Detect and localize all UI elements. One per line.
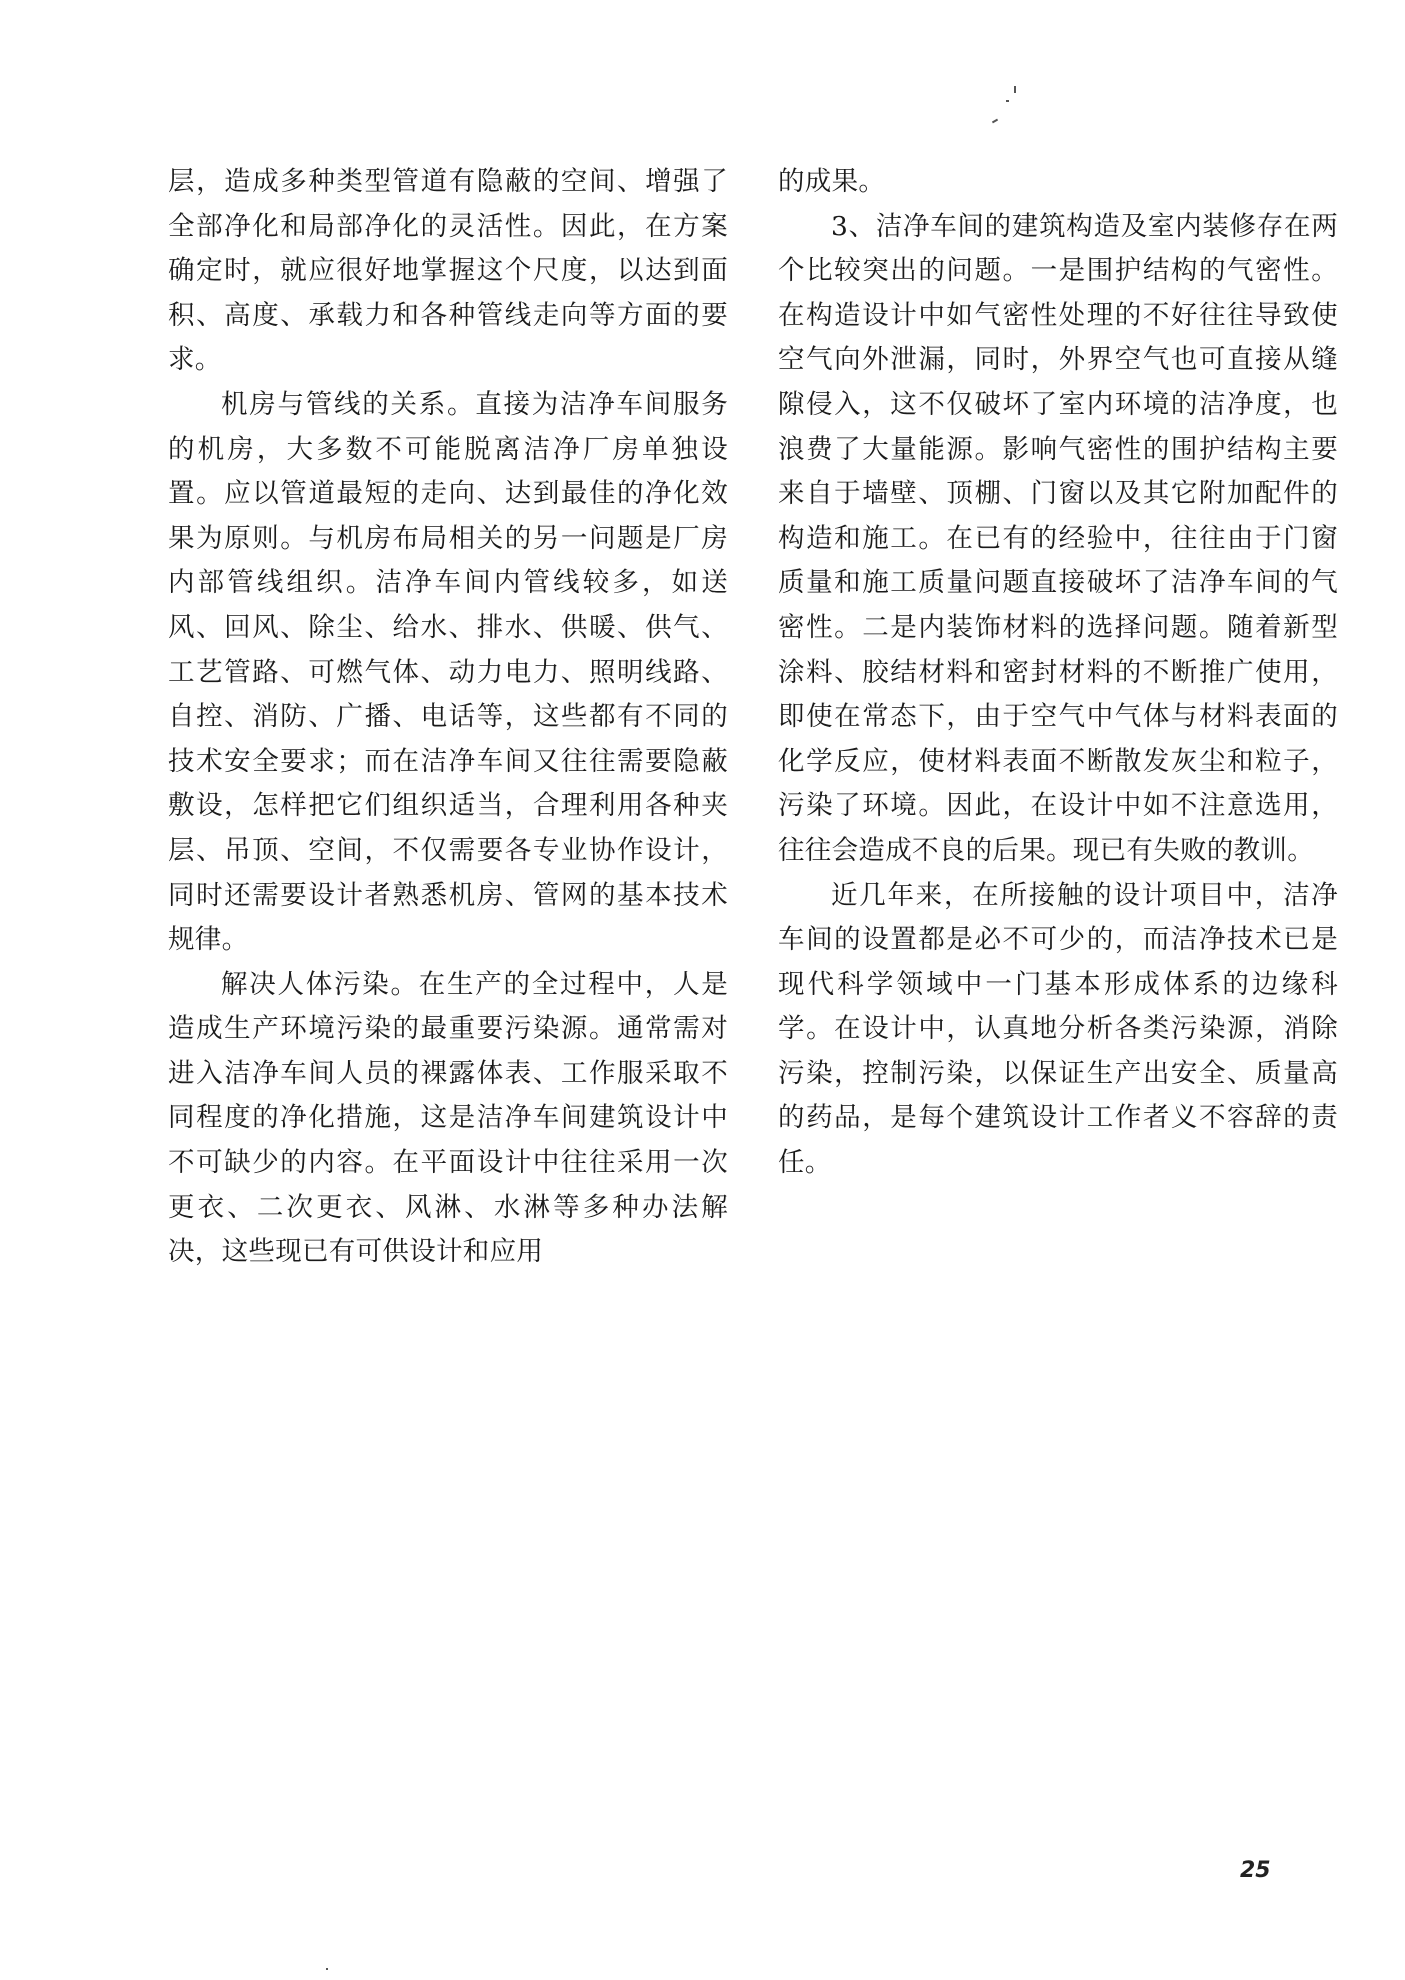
scan-mark-top-3	[992, 119, 998, 124]
paragraph-right-1: 的成果。	[778, 166, 886, 197]
paragraph-right-3: 近几年来，在所接触的设计项目中，洁净车间的设置都是必不可少的，而洁净技术已是现代科学领域中一门基本形成体系的边缘科学。在设计中，认真地分析各类污染源，消除污染，控制污染，以保证生产出安全、质量高的药品，是每个建筑设计工作者义不容辞的责任。	[778, 879, 1338, 1179]
paragraph-left-1: 层，造成多种类型管道有隐蔽的空间、增强了全部净化和局部净化的灵活性。因此，在方案确定时，就应很好地掌握这个尺度，以达到面积、高度、承载力和各种管线走向等方面的要求。	[168, 166, 728, 376]
page-number: 25	[1240, 1858, 1271, 1883]
right-column	[778, 160, 1338, 1186]
paragraph-left-3: 解决人体污染。在生产的全过程中，人是造成生产环境污染的最重要污染源。通常需对进入洁净车间人员的裸露体表、工作服采取不同程度的净化措施，这是洁净车间建筑设计中不可缺少的内容。在平面设计中往往采用一次更衣、二次更衣、风淋、水淋等多种办法解决，这些现已有可供设计和应用	[168, 968, 728, 1268]
scan-mark-top	[1014, 86, 1016, 93]
paragraph-left-2: 机房与管线的关系。直接为洁净车间服务的机房，大多数不可能脱离洁净厂房单独设置。应以管道最短的走向、达到最佳的净化效果为原则。与机房布局相关的另一问题是厂房内部管线组织。洁净车间内管线较多，如送风、回风、除尘、给水、排水、供暖、供气、工艺管路、可燃气体、动力电力、照明线路、自控、消防、广播、电话等，这些都有不同的技术安全要求；而在洁净车间又往往需要隐蔽敷设，怎样把它们组织适当，合理利用各种夹层、吊顶、空间，不仅需要各专业协作设计，同时还需要设计者熟悉机房、管网的基本技术规律。	[168, 388, 728, 956]
paragraph-right-2: 3、洁净车间的建筑构造及室内装修存在两个比较突出的问题。一是围护结构的气密性。在构造设计中如气密性处理的不好往往导致使空气向外泄漏，同时，外界空气也可直接从缝隙侵入，这不仅破坏了室内环境的洁净度，也浪费了大量能源。影响气密性的围护结构主要来自于墙壁、顶棚、门窗以及其它附加配件的构造和施工。在已有的经验中，往往由于门窗质量和施工质量问题直接破坏了洁净车间的气密性。二是内装饰材料的选择问题。随着新型涂料、胶结材料和密封材料的不断推广使用，即使在常态下，由于空气中气体与材料表面的化学反应，使材料表面不断散发灰尘和粒子，污染了环境。因此，在设计中如不注意选用，往往会造成不良的后果。现已有失败的教训。	[778, 210, 1338, 866]
scan-mark-bottom	[326, 1968, 328, 1970]
left-column	[168, 160, 728, 1275]
scan-mark-top-2	[1006, 100, 1009, 102]
